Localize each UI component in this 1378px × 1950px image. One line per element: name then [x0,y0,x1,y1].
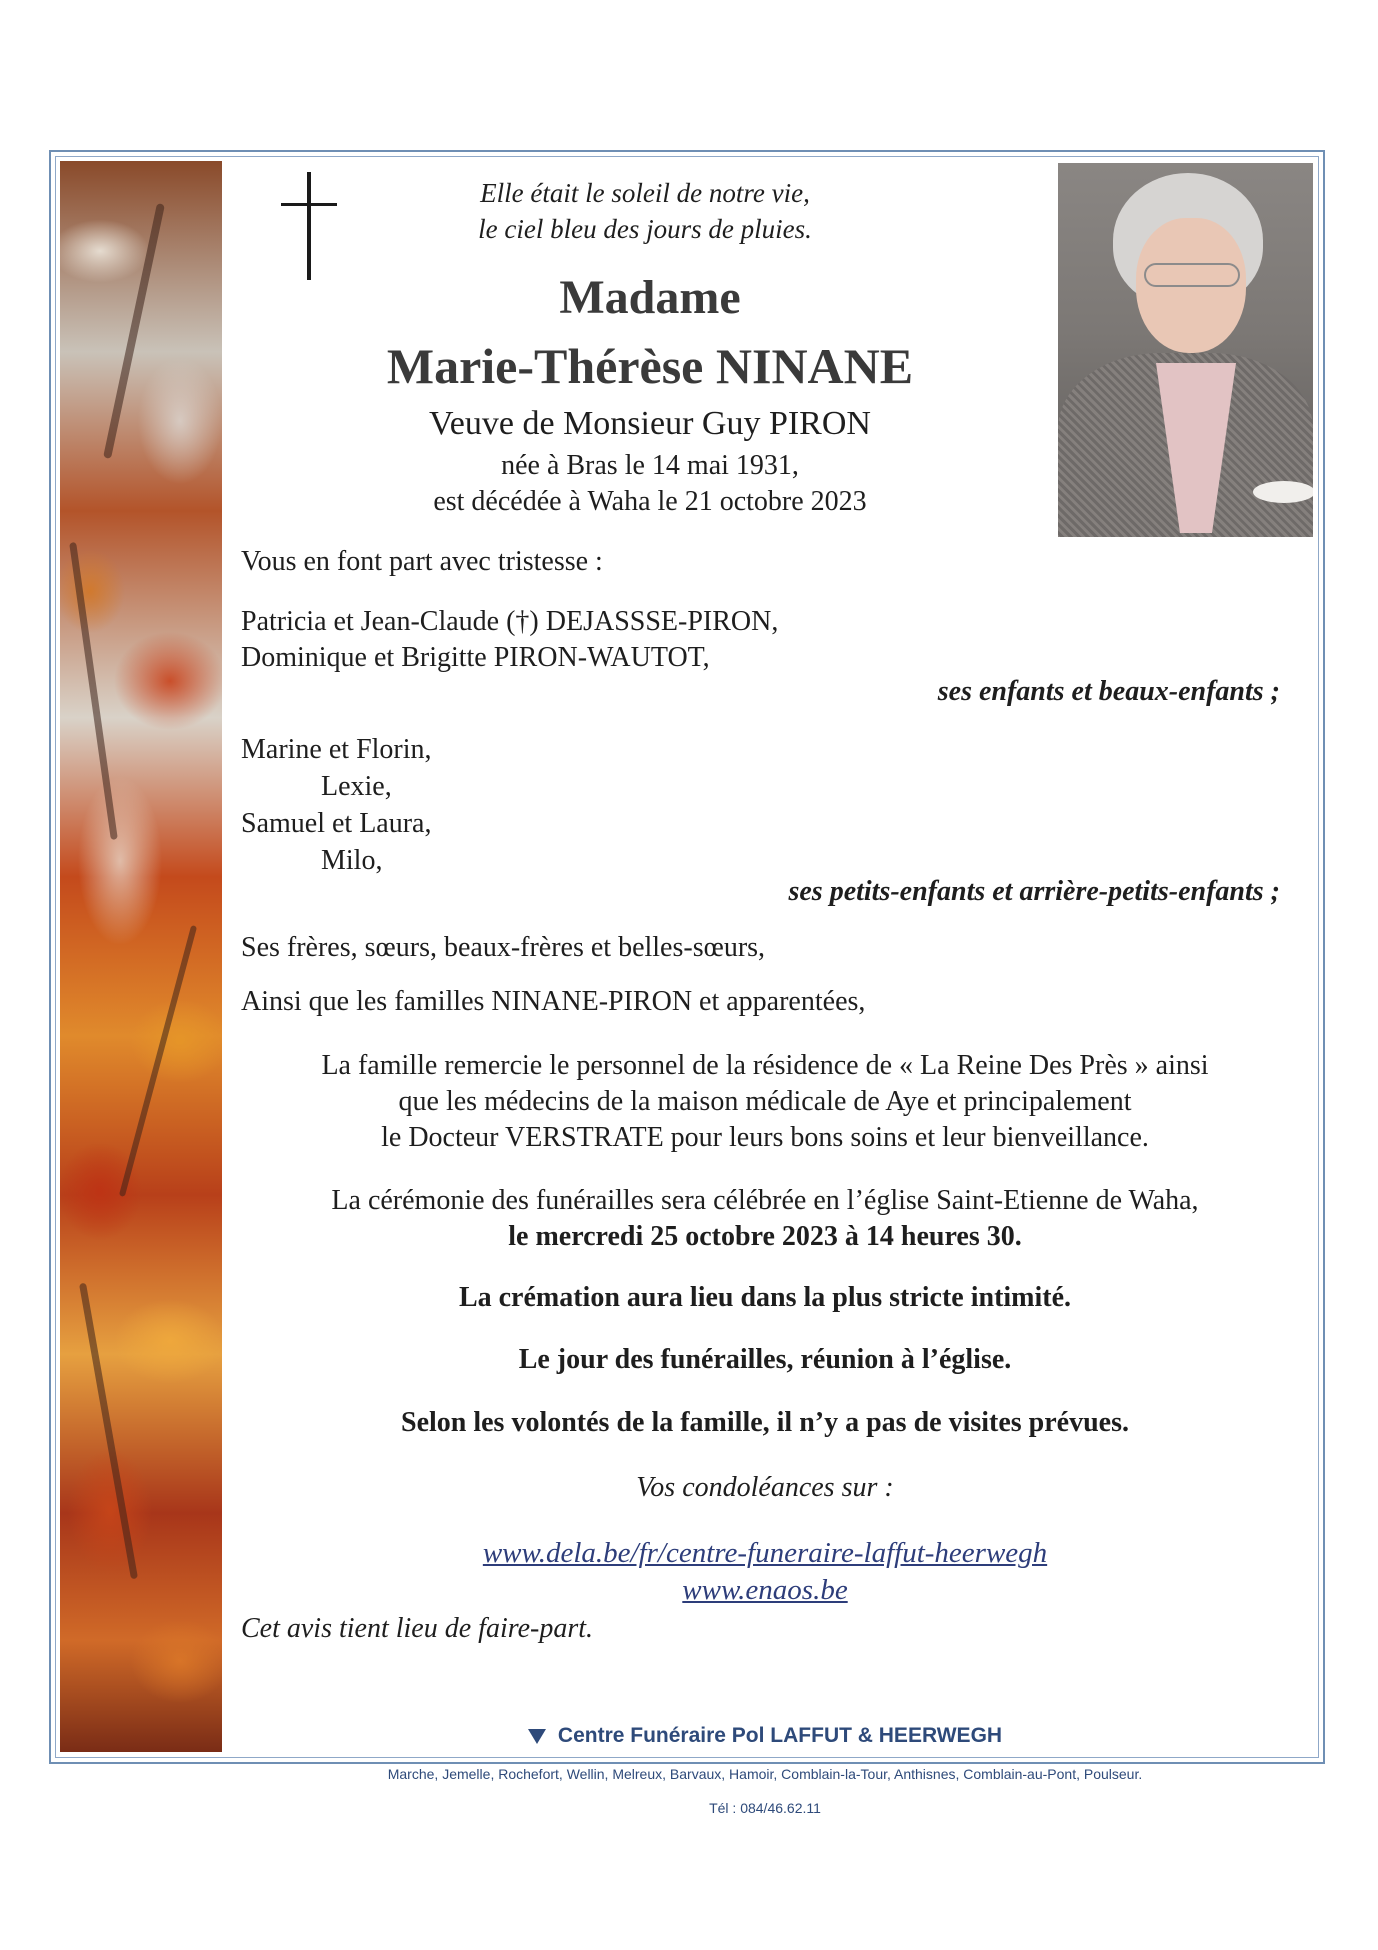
grandchild-1: Marine et Florin, [241,734,432,765]
meeting-line: Le jour des funérailles, réunion à l’église. [518,1344,1012,1375]
visits-line: Selon les volontés de la famille, il n’y a pas de visites prévues. [401,1407,1129,1438]
condolences-label: Vos condoléances sur : [636,1472,894,1503]
condolence-link-enaos[interactable]: www.enaos.be [682,1574,848,1606]
footer-company-row [240,1724,1290,1748]
cremation-line: La crémation aura lieu dans la plus stricte intimité. [458,1282,1072,1313]
honorific: Madame [559,271,741,324]
grandchild-3: Samuel et Laura, [241,808,432,839]
condolence-link-dela[interactable]: www.dela.be/fr/centre-funeraire-laffut-heerwegh [482,1537,1048,1569]
grandchild-4: Milo, [321,845,383,876]
epitaph-line-1: Elle était le soleil de notre vie, [480,178,810,208]
thanks-line-1: La famille remercie le personnel de la résidence de « La Reine Des Près » ainsi [321,1050,1209,1081]
grandchild-2: Lexie, [321,771,392,802]
ceremony-date: le mercredi 25 octobre 2023 à 14 heures 30. [508,1221,1022,1252]
epitaph-line-2: le ciel bleu des jours de pluies. [478,214,812,244]
footer-company: Centre Funéraire Pol LAFFUT & HEERWEGH [557,1724,1003,1747]
families-line: Ainsi que les familles NINANE-PIRON et apparentées, [241,986,866,1017]
deceased-name: Marie-Thérèse NINANE [386,338,914,394]
footer-phone: Tél : 084/46.62.11 [709,1800,821,1816]
triangle-down-icon [528,1729,546,1744]
death-line: est décédée à Waha le 21 octobre 2023 [433,486,867,517]
widow-of: Veuve de Monsieur Guy PIRON [429,405,871,442]
grandchildren-role: ses petits-enfants et arrière-petits-enfants ; [788,876,1280,907]
intro-text: Vous en font part avec tristesse : [241,546,603,577]
children-line-2: Dominique et Brigitte PIRON-WAUTOT, [241,642,710,673]
siblings-line: Ses frères, sœurs, beaux-frères et belles-sœurs, [241,932,766,963]
birth-line: née à Bras le 14 mai 1931, [501,450,799,481]
footer-locations: Marche, Jemelle, Rochefort, Wellin, Melreux, Barvaux, Hamoir, Comblain-la-Tour, Anthisnes, Comblain-au-Pont, Poulseur. [387,1766,1143,1782]
thanks-line-2: que les médecins de la maison médicale de Aye et principalement [398,1086,1132,1117]
children-line-1: Patricia et Jean-Claude (†) DEJASSSE-PIRON, [241,606,779,637]
portrait-photo [1058,163,1313,537]
autumn-leaves-image [60,161,222,1752]
cross-icon [281,172,337,280]
children-role: ses enfants et beaux-enfants ; [937,676,1280,707]
ceremony-line: La cérémonie des funérailles sera célébrée en l’église Saint-Etienne de Waha, [331,1185,1199,1216]
thanks-line-3: le Docteur VERSTRATE pour leurs bons soins et leur bienveillance. [381,1122,1149,1153]
notice-line: Cet avis tient lieu de faire-part. [241,1613,594,1644]
